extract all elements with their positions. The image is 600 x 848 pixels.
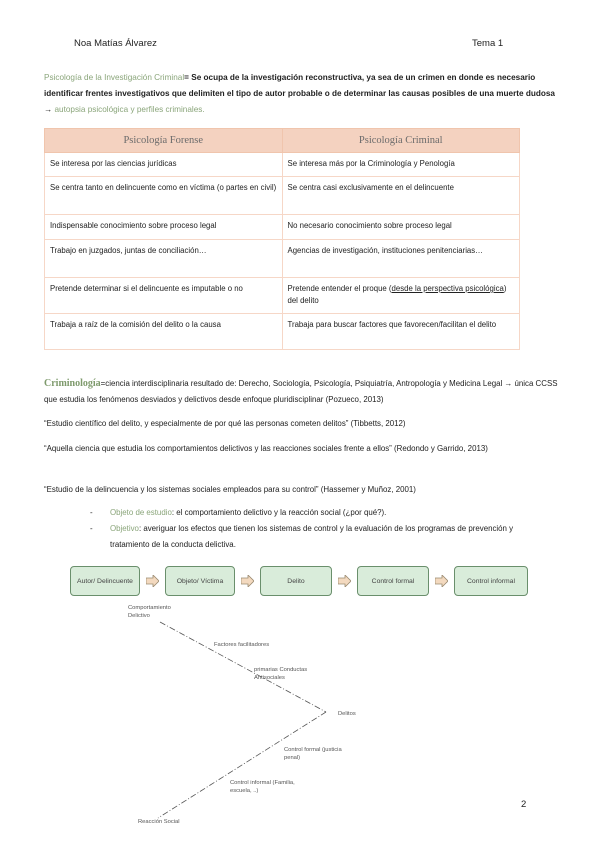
intro-term: Psicología de la Investigación Criminal — [44, 73, 185, 82]
diagram-label-factors: Factores facilitadores — [214, 642, 270, 648]
flow-box-objeto: Objeto/ Víctima — [165, 566, 235, 596]
quote-tibbetts: “Estudio científico del delito, y especialmente de por qué las personas cometen delitos” (Tibbetts, 2012) — [44, 419, 406, 428]
table-cell: Trabaja para buscar factores que favorecen/facilitan el delito — [282, 314, 520, 350]
table-cell: No necesario conocimiento sobre proceso legal — [282, 215, 520, 240]
dash-marker: - — [90, 508, 93, 517]
table-cell: Indispensable conocimiento sobre proceso legal — [45, 215, 283, 240]
page-number: 2 — [521, 799, 527, 810]
table-header-criminal: Psicología Criminal — [282, 129, 520, 153]
flow-box-autor: Autor/ Delincuente — [70, 566, 140, 596]
bullet-text: : averiguar los efectos que tienen los sistemas de control y la evaluación de los programas de prevención y tratamiento de la conducta delictiva. — [110, 524, 514, 549]
diagram-label-bottom: Reacción Social — [138, 819, 180, 825]
intro-definition: = Se ocupa de la investigación reconstructiva, ya sea de un crimen en donde es necesario identificar frentes investigativos que delimiten el tipo de autor probable o de determinar las causas posibles de una muerte dudosa → — [44, 73, 555, 114]
quote-redondo: “Aquella ciencia que estudia los comportamientos delictivos y las reacciones sociales frente a ellos” (Redondo y Garrido, 2013) — [44, 444, 488, 453]
flow-box-control-informal: Control informal — [454, 566, 528, 596]
diagram-label-center: Delitos — [338, 711, 356, 717]
criminology-definition: =ciencia interdisciplinaria resultado de: Derecho, Sociología, Psicología, Psiquiatría, Antropología y Medicina Legal → única CCSS que estudia los fenómenos desviados y delictivos desde enfoque pluridisciplinar (Pozueco, 2013) — [44, 379, 558, 404]
diagram-label-top: Comportamiento Delictivo — [128, 605, 171, 619]
table-cell: Pretende determinar si el delincuente es imputable o no — [45, 278, 283, 314]
table-cell: Se interesa más por la Criminología y Penología — [282, 153, 520, 177]
diagram-line-lower — [158, 712, 326, 818]
cell-text-before: Pretende entender el proque ( — [287, 284, 392, 293]
cell-text-underlined: desde la perspectiva psicológica — [391, 284, 504, 293]
header-topic: Tema 1 — [472, 38, 504, 49]
table-cell: Se interesa por las ciencias jurídicas — [45, 153, 283, 177]
diagram-label-informal: Control informal (Familia, escuela, ..) — [230, 780, 295, 794]
diagram-label-primary: primarias Conductas Antisociales — [254, 667, 308, 681]
table-cell: Se centra tanto en delincuente como en víctima (o partes en civil) — [45, 177, 283, 215]
dash-marker: - — [90, 524, 93, 533]
bullet-label: Objeto de estudio — [110, 508, 172, 517]
table-header-forensic: Psicología Forense — [45, 129, 283, 153]
diagram-label-formal: Control formal (justicia penal) — [284, 747, 342, 761]
table-cell: Trabajo en juzgados, juntas de conciliación… — [45, 240, 283, 278]
flow-box-control-formal: Control formal — [357, 566, 429, 596]
table-cell: Agencias de investigación, instituciones penitenciarias… — [282, 240, 520, 278]
bullet-text: : el comportamiento delictivo y la reacción social (¿por qué?). — [171, 508, 387, 517]
table-cell: Trabaja a raíz de la comisión del delito o la causa — [45, 314, 283, 350]
bullet-label: Objetivo — [110, 524, 139, 533]
quote-hassemer: “Estudio de la delincuencia y los sistemas sociales empleados para su control” (Hassemer y Muñoz, 2001) — [44, 485, 416, 494]
cell-text-after: ) del delito — [287, 284, 507, 305]
flow-box-delito: Delito — [260, 566, 332, 596]
table-cell: Se centra casi exclusivamente en el delincuente — [282, 177, 520, 215]
header-author: Noa Matías Álvarez — [74, 38, 157, 49]
criminology-term: Criminología — [44, 378, 101, 389]
intro-highlight: autopsia psicológica y perfiles criminales. — [54, 105, 205, 114]
